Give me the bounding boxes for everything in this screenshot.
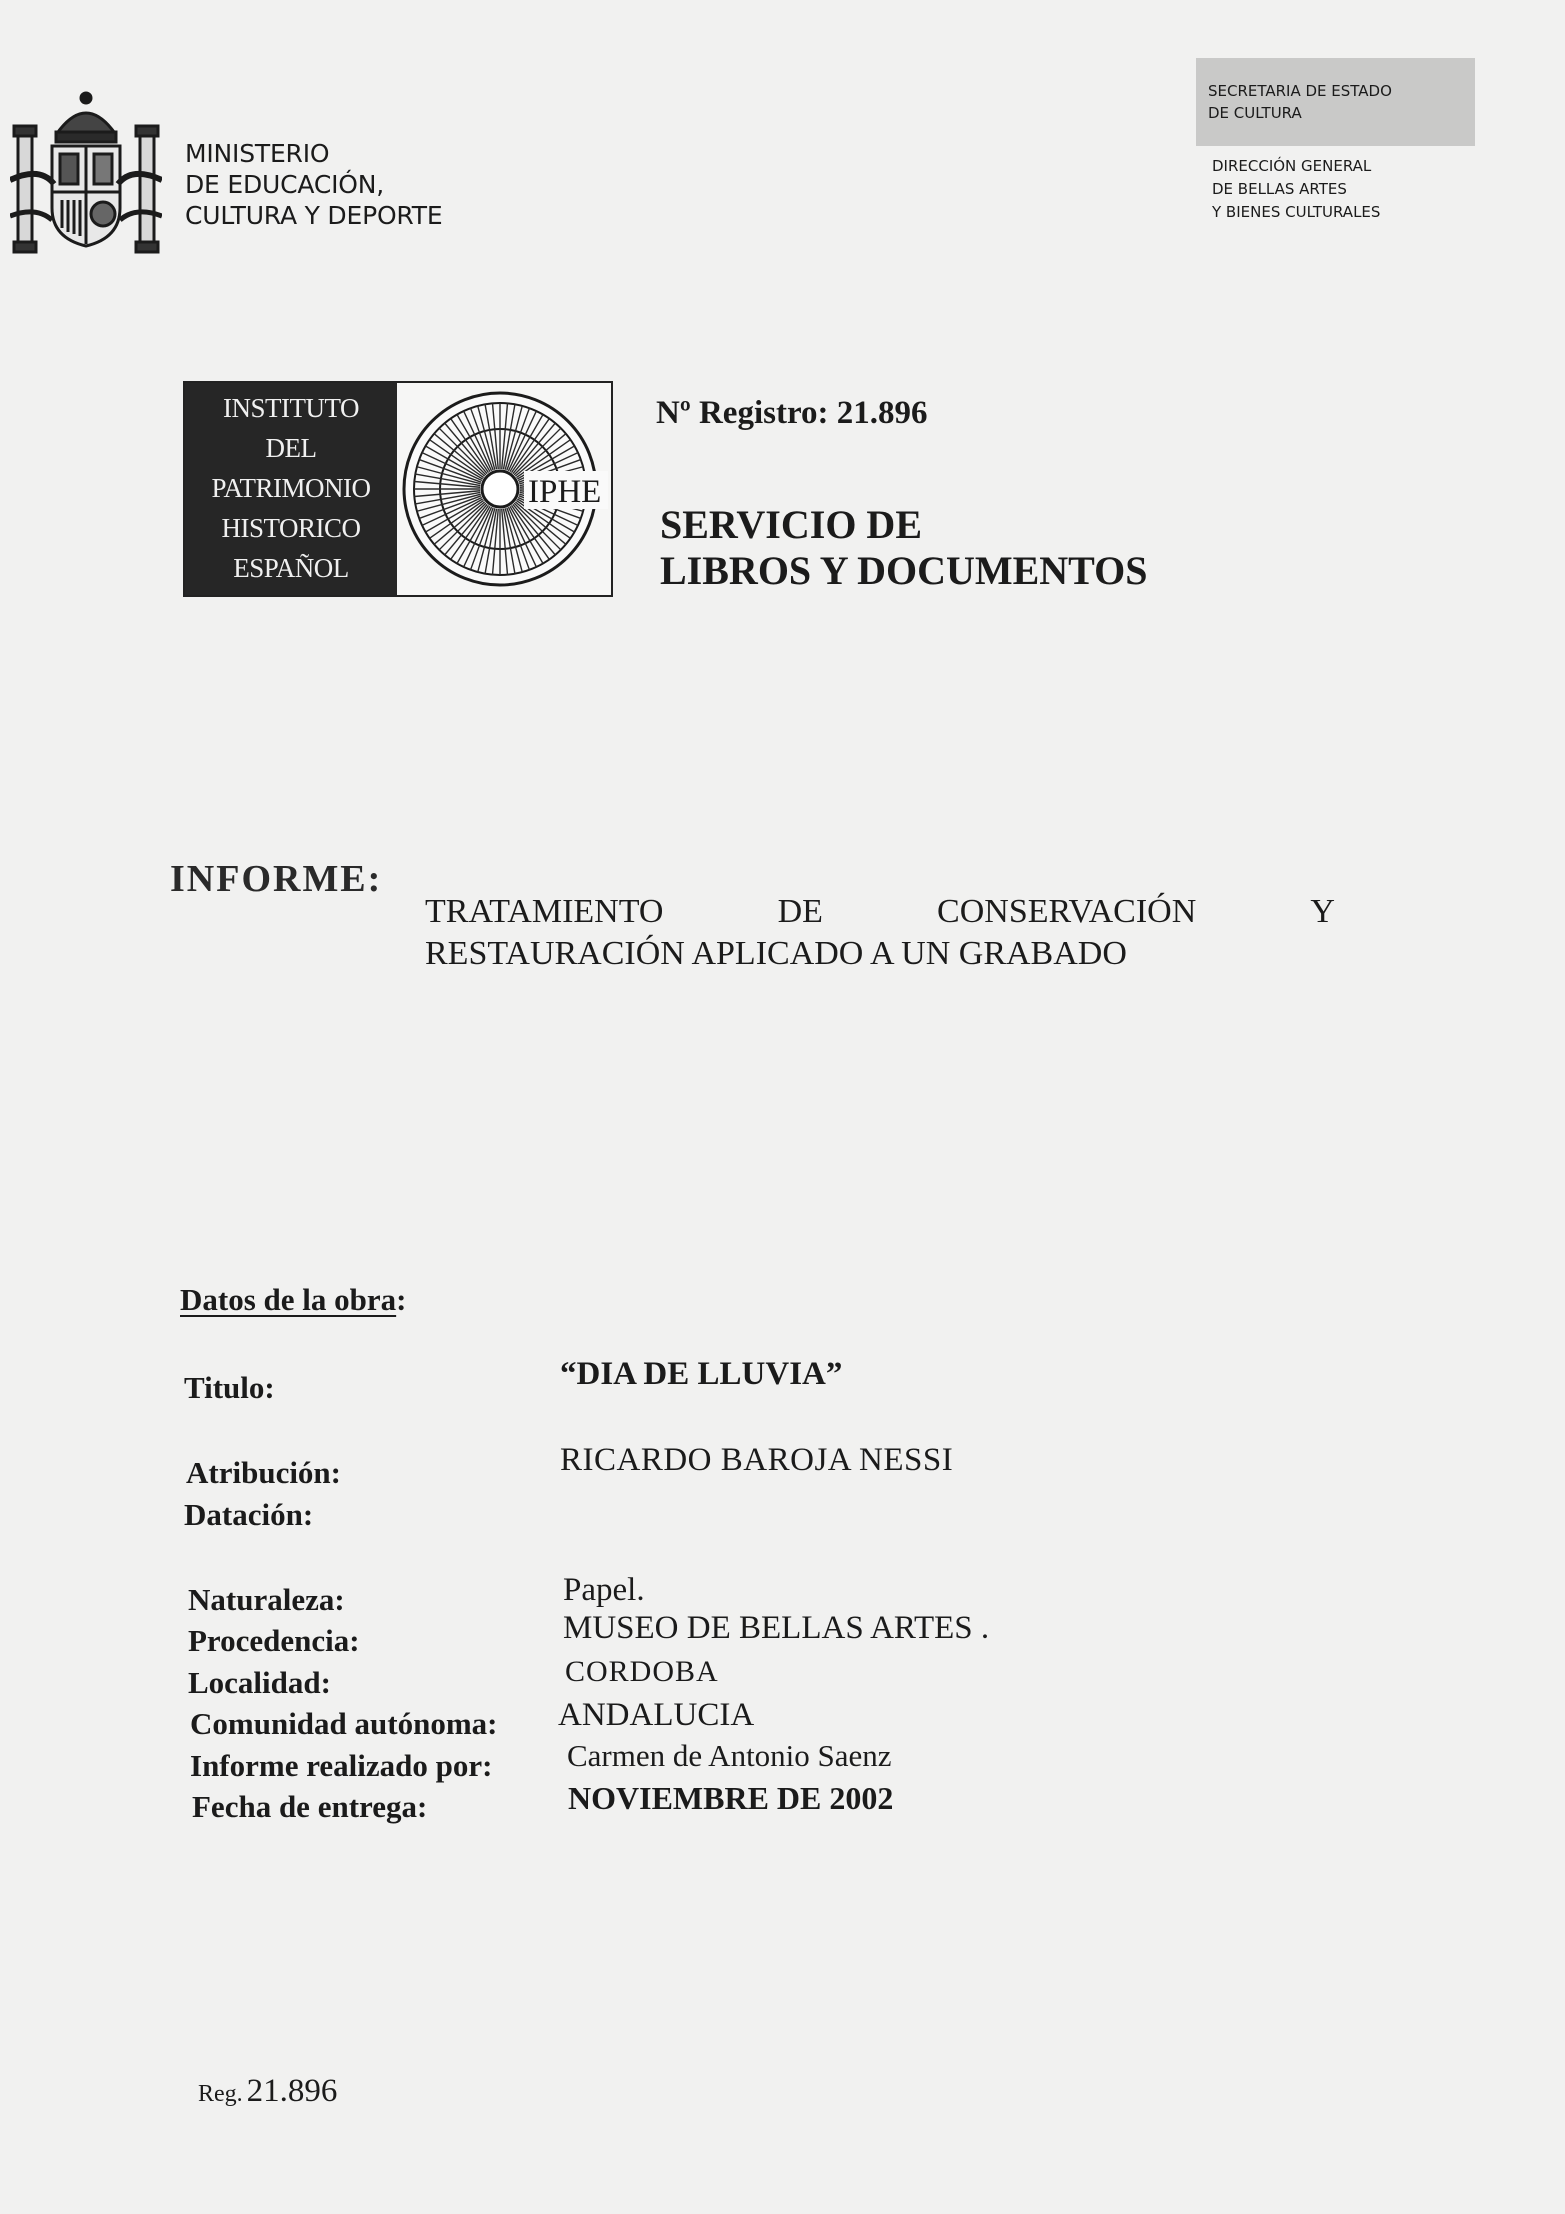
procedencia-label: Procedencia: [188, 1623, 360, 1658]
atribucion-label: Atribución: [186, 1455, 341, 1490]
titulo-label: Titulo: [184, 1370, 275, 1405]
ministry-name [185, 138, 442, 231]
informe-word-3: CONSERVACIÓN [937, 893, 1197, 930]
iphe-line-5: ESPAÑOL [233, 553, 349, 583]
fecha-value: NOVIEMBRE DE 2002 [568, 1780, 894, 1816]
comunidad-label: Comunidad autónoma: [190, 1706, 498, 1741]
servicio-line-1: SERVICIO DE [660, 502, 922, 547]
direccion-line-2: DE BELLAS ARTES [1212, 180, 1347, 198]
rosette-icon [400, 385, 610, 593]
footer-registro [198, 2073, 337, 2110]
servicio-line-2: LIBROS Y DOCUMENTOS [660, 548, 1148, 593]
naturaleza-label: Naturaleza: [188, 1582, 345, 1617]
titulo-value: “DIA DE LLUVIA” [560, 1356, 843, 1392]
informe-word-2: DE [777, 893, 823, 930]
informe-word-4: Y [1310, 893, 1335, 930]
iphe-line-4: HISTORICO [221, 513, 361, 543]
direccion-text [1212, 155, 1380, 224]
direccion-line-1: DIRECCIÓN GENERAL [1212, 157, 1372, 175]
direccion-line-3: Y BIENES CULTURALES [1212, 203, 1381, 221]
registro-number: Nº Registro: 21.896 [656, 395, 928, 431]
ministry-line-3: CULTURA Y DEPORTE [185, 201, 443, 230]
coat-of-arms-icon [10, 88, 162, 256]
footer-reg-number: 21.896 [246, 2073, 338, 2109]
iphe-line-3: PATRIMONIO [211, 473, 371, 503]
localidad-label: Localidad: [188, 1665, 331, 1700]
secretaria-line-1: SECRETARIA DE ESTADO [1208, 82, 1392, 100]
iphe-logo [183, 381, 613, 597]
localidad-value: CORDOBA [565, 1655, 719, 1688]
naturaleza-value: Papel. [563, 1572, 645, 1608]
ministry-line-1: MINISTERIO [185, 139, 330, 168]
iphe-name-block [185, 383, 397, 595]
procedencia-value: MUSEO DE BELLAS ARTES . [563, 1610, 990, 1646]
informe-word-1: TRATAMIENTO [425, 893, 664, 930]
iphe-line-1: INSTITUTO [223, 393, 359, 423]
datos-heading [180, 1282, 406, 1318]
informe-por-label: Informe realizado por: [190, 1748, 493, 1783]
ministry-line-2: DE EDUCACIÓN, [185, 170, 385, 199]
iphe-acronym: IPHE [528, 474, 602, 510]
footer-reg-prefix: Reg. [198, 2081, 243, 2107]
iphe-line-2: DEL [265, 433, 317, 463]
atribucion-value: RICARDO BAROJA NESSI [560, 1442, 954, 1478]
secretaria-line-2: DE CULTURA [1208, 104, 1302, 122]
informe-title-line-1 [425, 893, 1335, 931]
datacion-label: Datación: [184, 1497, 314, 1532]
informe-por-value: Carmen de Antonio Saenz [567, 1738, 892, 1773]
servicio-title [660, 502, 1148, 594]
comunidad-value: ANDALUCIA [558, 1697, 755, 1733]
datos-heading-text: Datos de la obra [180, 1282, 397, 1317]
fecha-label: Fecha de entrega: [192, 1789, 428, 1824]
secretaria-text [1208, 80, 1392, 124]
informe-label: INFORME: [170, 858, 383, 900]
datos-heading-colon: : [396, 1282, 407, 1317]
informe-title-line-2: RESTAURACIÓN APLICADO A UN GRABADO [425, 935, 1127, 972]
